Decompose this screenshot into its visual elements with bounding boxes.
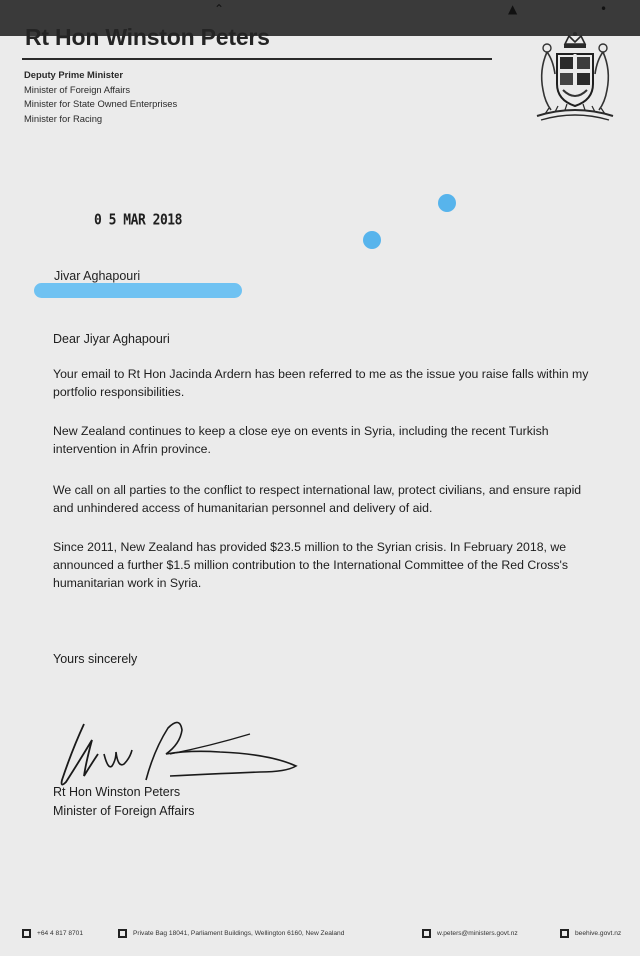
letterhead-roles [24, 68, 177, 126]
blue-dot-marker [363, 231, 381, 249]
status-dot-icon: • [600, 2, 608, 16]
footer-phone [22, 929, 83, 938]
blue-dot-marker [438, 194, 456, 212]
recipient-name: Jivar Aghapouri [54, 269, 141, 283]
footer-website-text: beehive.govt.nz [575, 930, 622, 937]
role-deputy-pm: Deputy Prime Minister [24, 69, 123, 80]
phone-icon [22, 929, 31, 938]
body-paragraph: Your email to Rt Hon Jacinda Ardern has been referred to me as the issue you raise falls within my portfolio responsibilities. [53, 367, 589, 399]
web-icon [560, 929, 569, 938]
crest-icon [527, 30, 623, 128]
received-date-stamp: 0 5 MAR 2018 [94, 211, 182, 230]
footer-address-text: Private Bag 18041, Parliament Buildings, Wellington 6160, New Zealand [133, 930, 345, 937]
status-signal-icon: ▲ [508, 2, 518, 16]
body-paragraph: Since 2011, New Zealand has provided $23.5 million to the Syrian crisis. In February 2018, we announced a further $1.5 million contribution to the International Committee of the Red Cross's humanitarian work in Syria. [53, 540, 569, 590]
status-mark-icon: ⌃ [214, 2, 225, 16]
email-icon [422, 929, 431, 938]
role-foreign-affairs: Minister of Foreign Affairs [24, 83, 131, 95]
footer-email-text: w.peters@ministers.govt.nz [437, 930, 518, 937]
footer-phone-text: +64 4 817 8701 [37, 930, 84, 937]
footer-address [118, 929, 344, 938]
salutation: Dear Jiyar Aghapouri [53, 332, 170, 346]
footer-website [560, 929, 621, 938]
signatory-name: Rt Hon Winston Peters [53, 785, 181, 799]
role-soe: Minister for State Owned Enterprises [24, 98, 178, 109]
body-paragraph: New Zealand continues to keep a close eye on events in Syria, including the recent Turkish intervention in Afrin province. [53, 424, 549, 456]
letter-footer [22, 927, 622, 943]
signatory-title: Minister of Foreign Affairs [53, 804, 195, 818]
mail-icon [118, 929, 127, 938]
role-racing: Minister for Racing [24, 112, 103, 124]
letterhead-rule [22, 58, 492, 60]
footer-email [422, 929, 518, 938]
body-paragraph: We call on all parties to the conflict to respect international law, protect civilians, and ensure rapid and unhindered access of humanitarian personnel and delivery of aid. [53, 483, 582, 515]
letterhead-name: Rt Hon Winston Peters [25, 24, 270, 50]
closing: Yours sincerely [53, 652, 138, 666]
redaction-mark [34, 283, 242, 298]
